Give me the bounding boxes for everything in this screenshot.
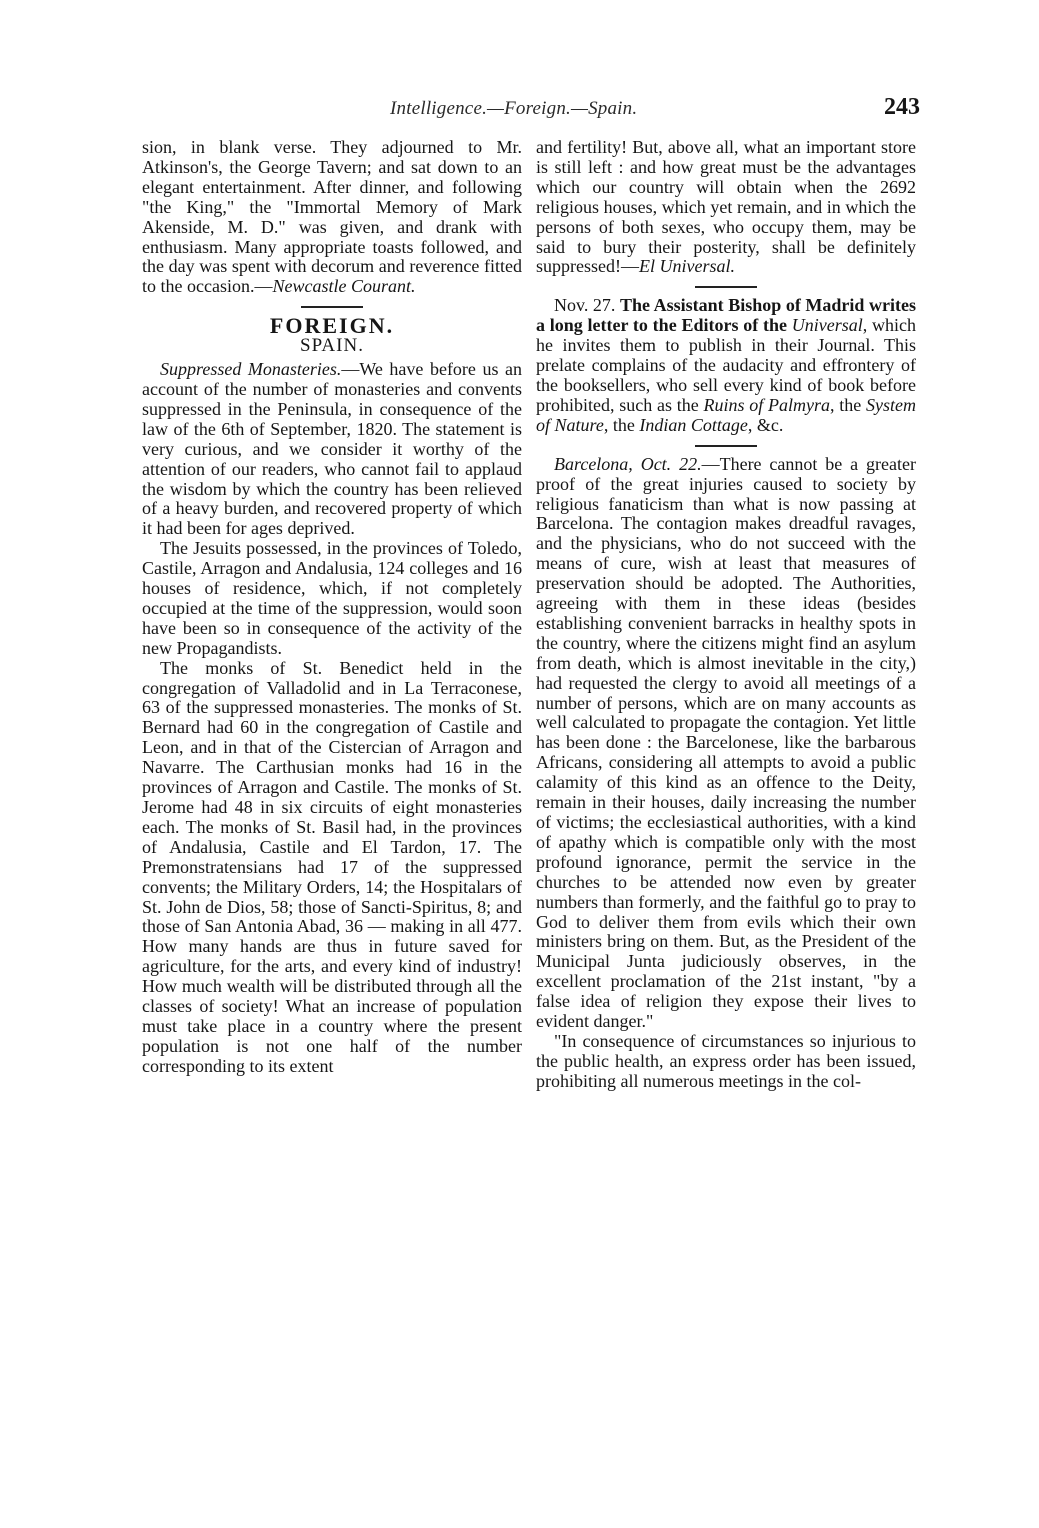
left-continued-source: Newcastle Courant.: [272, 276, 416, 297]
paragraph-consequence: "In consequence of circumstances so injurious to the public health, an express order has been issued, prohibiting all numerous meetings in the col-: [536, 1030, 916, 1091]
article-suppressed-monasteries: [142, 360, 522, 539]
article-end: , &c.: [747, 414, 784, 435]
article-barcelona: [536, 455, 916, 1032]
article-heading: Suppressed Monasteries.: [160, 359, 342, 380]
left-continued-text: sion, in blank verse. They adjourned to Mr. Atkinson's, the George Tavern; and sat down to an elegant entertainment. After dinner, and following "the King," the "Immortal Memory of Mark Akenside, M. D." was given, and drank with enthusiasm. Many appropriate toasts followed, and the day was spent with decorum and reverence fitted to the occasion.—: [142, 137, 522, 297]
newspaper-name: Universal: [791, 315, 863, 336]
right-continued-text: and fertility! But, above all, what an important store is still left : and how great must be the advantages which our country will obtain when the 2692 religious houses, which yet remain, and in which the persons of both sexes, who occupy them, may be said to bury their posterity, shall be definitely suppressed!—: [536, 137, 916, 277]
right-continued-paragraph: [536, 138, 916, 277]
article-body: —We have before us an account of the number of monasteries and convents suppressed in the Peninsula, in consequence of the law of the 6th of September, 1820. The statement is very curious, and we consider it worthy of the attention of our readers, who cannot fail to applaud the wisdom by which the country has been relieved of a heavy burden, and recovered property of which it had been for ages deprived.: [142, 359, 522, 539]
running-head: [150, 92, 920, 130]
paragraph-monks: The monks of St. Benedict held in the congregation of Valladolid and in La Terraconese, 63 of the suppressed monasteries. The monks of St. Bernard had 60 in the congregation of Castile and Leon, and in that of the Cistercian of Arragon and Navarre. The Carthusian monks had 16 in the provinces of Arragon and Castile. The monks of St. Jerome had 48 in six circuits of eight monasteries each. The monks of St. Basil had, in the provinces of Andalusia, Castile and El Tardon, 17. The Premonstratensians had 17 of the suppressed convents; the Military Orders, 14; the Hospitalars of St. John de Dios, 58; those of Sancti-Spiritus, 8; and those of San Antonia Abad, 36 — making in all 477. How many hands are thus in future saved for agriculture, for the arts, and every kind of industry! How much wealth will be distributed through all the classes of society! What an increase of population must take place in a country where the present population is not one half of the number corresponding to its extent: [142, 657, 522, 1076]
page-number: 243: [884, 94, 920, 120]
article-divider: [695, 286, 757, 288]
separator: , the: [830, 394, 867, 415]
left-column: [142, 138, 522, 1077]
right-continued-source: El Universal.: [638, 256, 735, 277]
book-title-cottage: Indian Cottage: [639, 414, 748, 435]
article-body-b: , which he invites them to publish in their Journal. This prelate complains of the audacity and effrontery of the booksellers, who sell every kind of book before prohibited, such as the: [536, 315, 916, 415]
paragraph-jesuits: The Jesuits possessed, in the provinces of Toledo, Castile, Arragon and Andalusia, 124 colleges and 16 houses of residence, which, if not completely occupied at the time of the suppression, would soon have been so in consequence of the activity of the new Propagandists.: [142, 538, 522, 658]
article-divider: [695, 445, 757, 447]
book-title-system: System of Nature: [536, 394, 917, 435]
separator: , the: [603, 414, 640, 435]
article-assistant-bishop: [536, 296, 916, 435]
section-divider: [301, 306, 363, 308]
article-date: Nov. 27.: [554, 295, 616, 316]
running-head-title: Intelligence.—Foreign.—Spain.: [390, 98, 638, 119]
article-dateline: Barcelona, Oct. 22.: [554, 453, 702, 474]
article-body: —There cannot be a greater proof of the great injuries caused to society by religious fanaticism than what is now passing at Barcelona. The contagion makes dreadful ravages, and the physicians, who do not succeed with the means of cure, wish at least that measures of preservation should be adopted. The Authorities, agreeing with them in these ideas (besides establishing convenient barracks in healthy spots in the country, where the citizens might find an asylum from death, which is almost inevitable in the city,) had requested the clergy to avoid all meetings of a number of persons, which are on many accounts as well calculated to propagate the contagion. Yet little has been done : the Barcelonese, like the barbarous Africans, considering all attempts to avoid a public calamity of this kind as an offence to the Deity, remain in their houses, daily increasing the number of victims; the ecclesiastical authorities, with a kind of apathy which is compatible only with the most profound ignorance, permit the service in the churches to be attended now even by greater numbers than formerly, and the faithful go to pray to God to deliver them from evils which their own ministers bring on them. But, as the President of the Municipal Junta judiciously observes, in the excellent proclamation of the 21st instant, "by a false idea of religion they expose their lives to evident danger.": [536, 453, 916, 1032]
right-column: [536, 138, 916, 1092]
section-title: FOREIGN.: [269, 313, 395, 339]
book-title-ruins: Ruins of Palmyra: [703, 394, 831, 415]
section-subtitle: SPAIN.: [300, 335, 364, 357]
left-continued-paragraph: [142, 138, 522, 297]
article-body-a: The Assistant Bishop of Madrid writes a long letter to the Editors of the: [536, 295, 916, 336]
